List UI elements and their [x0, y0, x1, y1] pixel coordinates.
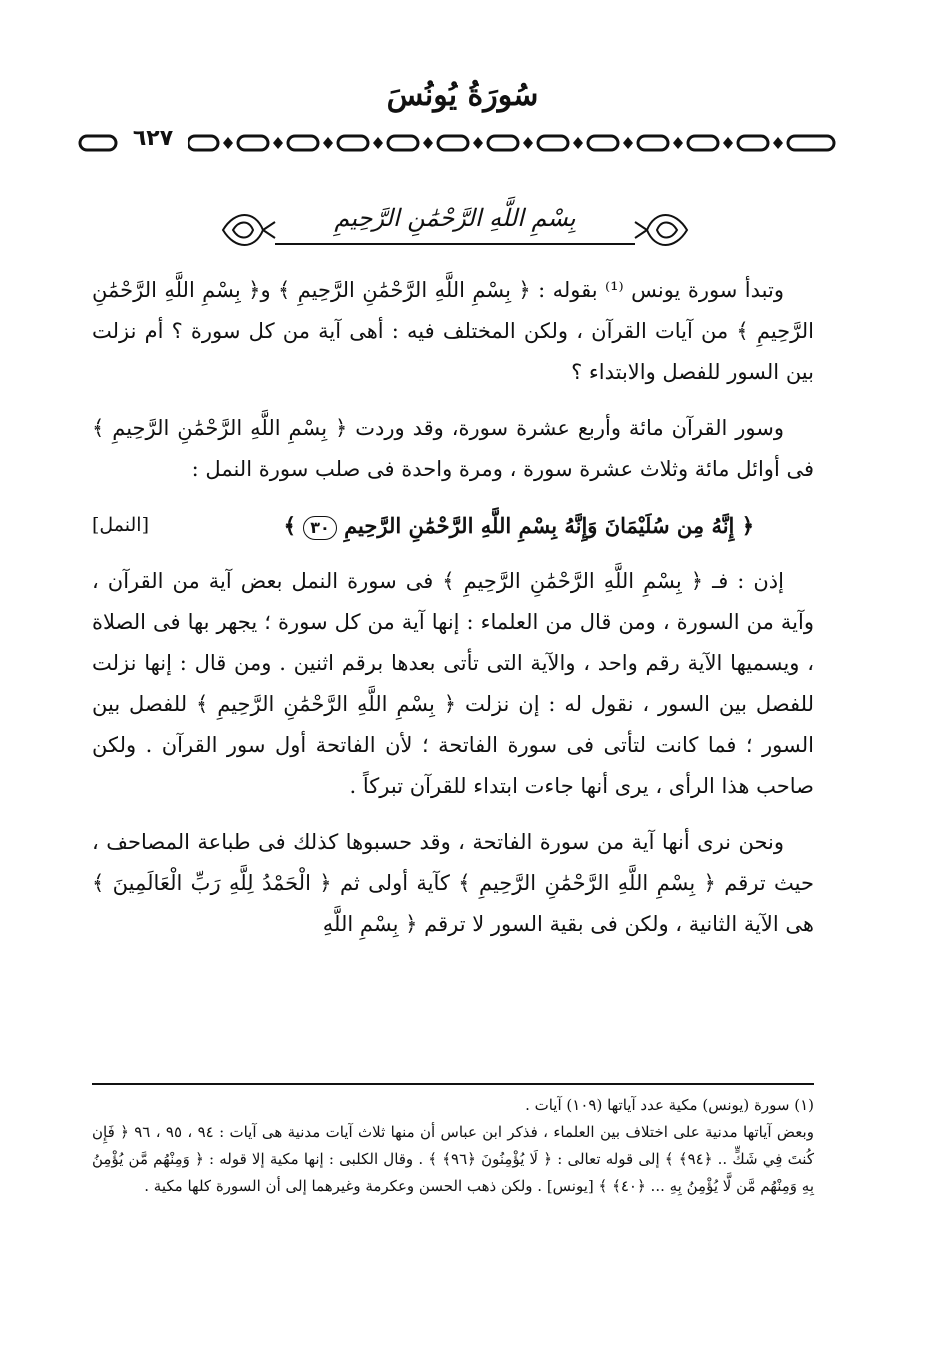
decorative-chain-divider	[78, 128, 838, 158]
quran-verse-line	[92, 505, 814, 546]
paragraph-2: وسور القرآن مائة وأربع عشرة سورة، وقد وردت ﴿ بِسْمِ اللَّهِ الرَّحْمَٰنِ الرَّحِيمِ ﴾ فى أوائل مائة وثلاث عشرة سورة ، ومرة واحدة فى صلب سورة النمل :	[92, 416, 814, 481]
commentary-body	[92, 270, 814, 960]
quran-verse	[284, 505, 754, 546]
footnote-1: (١) سورة (يونس) مكية عدد آياتها (١٠٩) آيات .	[525, 1096, 814, 1114]
footnotes	[92, 1092, 814, 1200]
paragraph-4: ونحن نرى أنها آية من سورة الفاتحة ، وقد حسبوها كذلك فى طباعة المصاحف ، حيث ترقم ﴿ بِسْمِ اللَّهِ الرَّحْمَٰنِ الرَّحِيمِ ﴾ كآية أولى ثم ﴿ الْحَمْدُ لِلَّهِ رَبِّ الْعَالَمِينَ ﴾ هى الآية الثانية ، ولكن فى بقية السور لا ترقم ﴿ بِسْمِ اللَّهِ	[92, 830, 814, 936]
footnote-divider	[92, 1083, 814, 1085]
basmala-heading: بِسْمِ اللَّهِ الرَّحْمَٰنِ الرَّحِيمِ	[334, 204, 576, 232]
paragraph-3: إذن : فـ ﴿ بِسْمِ اللَّهِ الرَّحْمَٰنِ الرَّحِيمِ ﴾ فى سورة النمل بعض آية من القرآن ، وآية من السورة ، ومن قال من العلماء : إنها آية من كل سورة ؛ يجهر بها فى الصلاة ، ويسميها الآية رقم واحد ، والآية التى تأتى بعدها برقم اثنين . ومن قال : إنها نزلت للفصل بين السور ، نقول له : إن نزلت ﴿ بِسْمِ اللَّهِ الرَّحْمَٰنِ الرَّحِيمِ ﴾ للفصل بين السور ؛ فما كانت لتأتى فى سورة الفاتحة ؛ لأن الفاتحة أول سور القرآن . ولكن صاحب هذا الرأى ، يرى أنها جاءت ابتداء للقرآن تبركاً .	[92, 569, 814, 798]
verse-text: ﴿ إِنَّهُ مِن سُلَيْمَانَ وَإِنَّهُ بِسْمِ اللَّهِ الرَّحْمَٰنِ الرَّحِيمِ	[344, 513, 754, 538]
verse-close-brace: ﴾	[283, 513, 296, 538]
paragraph-1: وتبدأ سورة يونس ⁽¹⁾ بقوله : ﴿ بِسْمِ اللَّهِ الرَّحْمَٰنِ الرَّحِيمِ ﴾ و﴿ بِسْمِ اللَّهِ الرَّحْمَٰنِ الرَّحِيمِ ﴾ من آيات القرآن ، ولكن المختلف فيه : أهى آية من كل سورة ؟ أم نزلت بين السور للفصل والابتداء ؟	[92, 278, 814, 384]
surah-title: سُورَةُ يُونُسَ	[386, 78, 539, 113]
verse-reference: [النمل]	[92, 514, 149, 536]
footnote-1-continuation: وبعض آياتها مدنية على اختلاف بين العلماء ، فذكر ابن عباس أن منها ثلاث آيات مدنية هى آيات : ٩٤ ، ٩٥ ، ٩٦ ﴿ فَإِن كُنتَ فِي شَكٍّ .. ﴿٩٤﴾ ﴾ إلى قوله تعالى : ﴿ لَا يُؤْمِنُونَ ﴿٩٦﴾ ﴾ . وقال الكلبى : إنها مكية إلا قوله : ﴿ وَمِنْهُم مَّن يُؤْمِنُ بِهِ وَمِنْهُم مَّن لَّا يُؤْمِنُ بِهِ ... ﴿٤٠﴾ ﴾ [يونس] . ولكن ذهب الحسن وعكرمة وغيرهما إلى أن السورة كلها مكية .	[92, 1123, 814, 1195]
page-number: ٦٢٧	[118, 126, 188, 151]
ayah-number: ٣٠	[303, 516, 337, 540]
